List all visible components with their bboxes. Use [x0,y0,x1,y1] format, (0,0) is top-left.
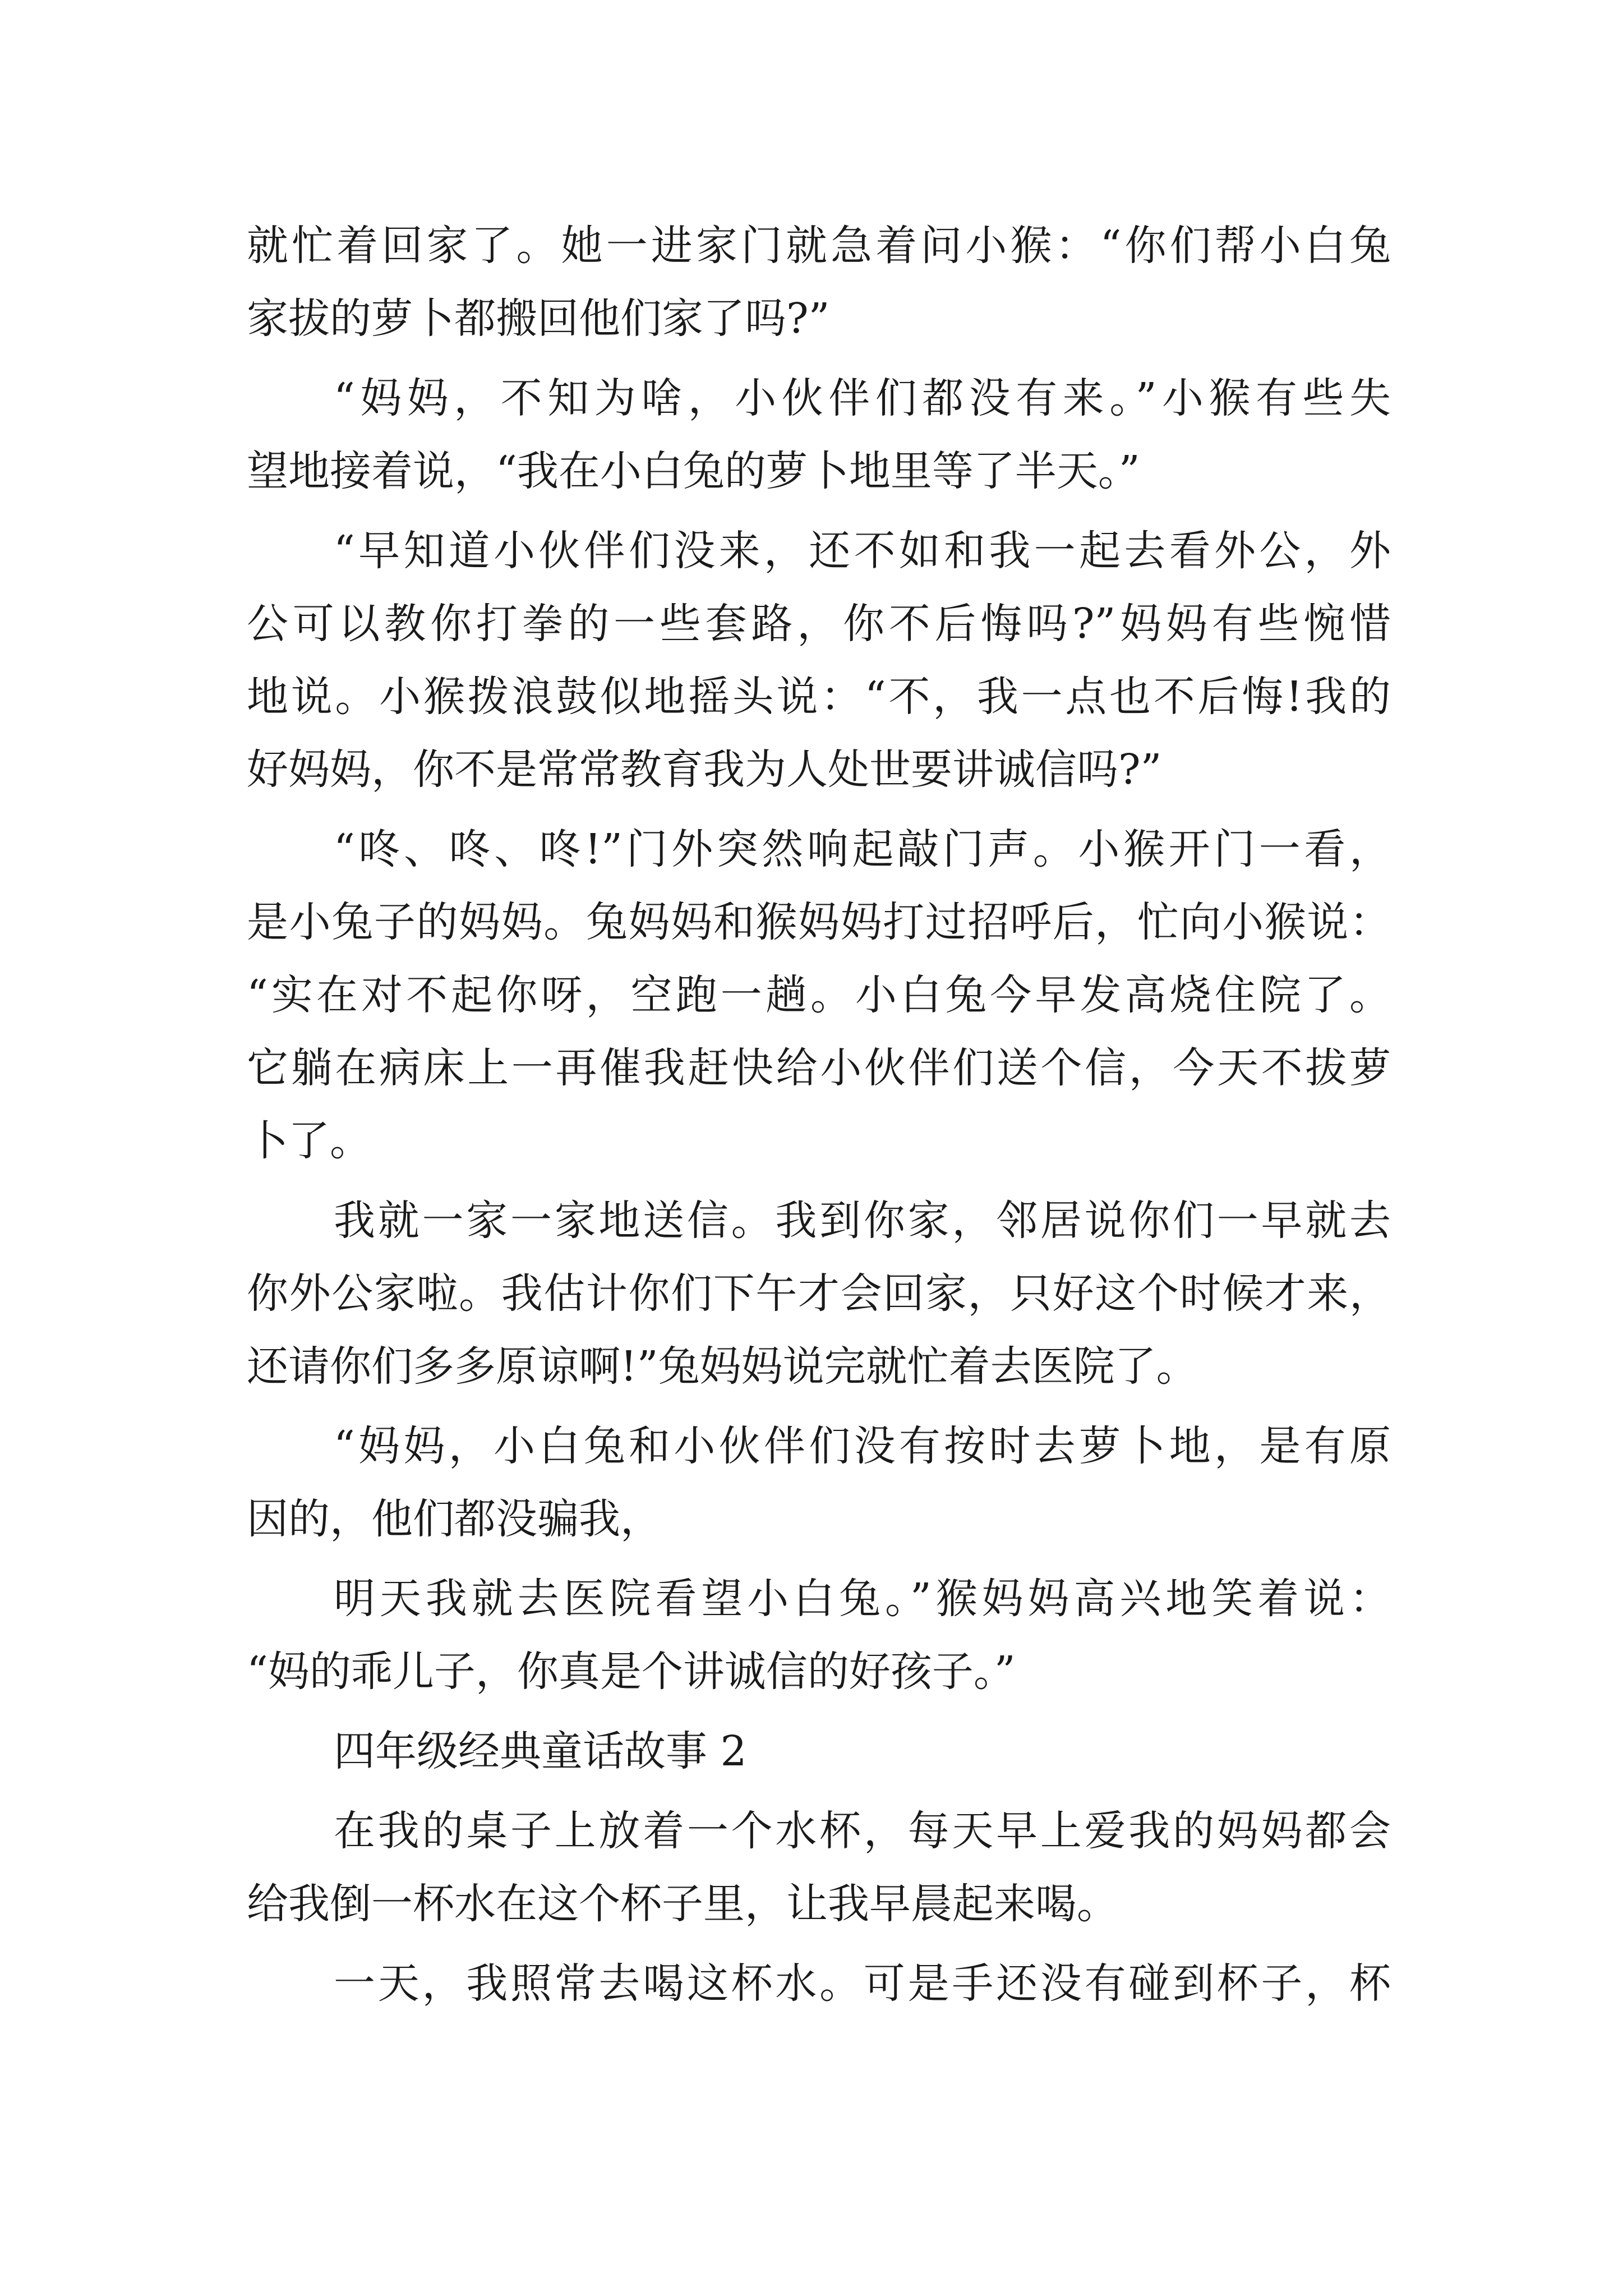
text-line: 你外公家啦。我估计你们下午才会回家，只好这个时候才来， [247,1269,1391,1318]
text-line: 因的，他们都没骗我， [247,1495,662,1543]
text-line: 它躺在病床上一再催我赶快给小伙伴们送个信，今天不拔萝 [247,1044,1391,1092]
text-line: “妈的乖儿子，你真是个讲诚信的好孩子。” [247,1648,1016,1696]
text-line: 明天我就去医院看望小白兔。”猴妈妈高兴地笑着说： [334,1575,1391,1623]
text-line: 地说。小猴拨浪鼓似地摇头说：“不，我一点也不后悔!我的 [247,673,1391,721]
text-line: 家拔的萝卜都搬回他们家了吗?” [247,295,830,343]
text-line: 还请你们多多原谅啊!”兔妈妈说完就忙着去医院了。 [247,1342,1198,1391]
text-line: “妈妈，不知为啥，小伙伴们都没有来。”小猴有些失 [334,374,1391,422]
text-line: “咚、咚、咚!”门外突然响起敲门声。小猴开门一看， [334,825,1391,873]
text-line: 卜了。 [247,1117,371,1165]
text-line: 在我的桌子上放着一个水杯，每天早上爱我的妈妈都会 [334,1807,1391,1855]
text-line: 公可以教你打拳的一些套路，你不后悔吗?”妈妈有些惋惜 [247,600,1391,648]
text-line: 是小兔子的妈妈。兔妈妈和猴妈妈打过招呼后，忙向小猴说： [247,898,1391,946]
text-line: 望地接着说，“我在小白兔的萝卜地里等了半天。” [247,447,1140,495]
text-line: 就忙着回家了。她一进家门就急着问小猴：“你们帮小白兔 [247,222,1391,270]
text-line: 给我倒一杯水在这个杯子里，让我早晨起来喝。 [247,1880,1118,1928]
text-line: “实在对不起你呀，空跑一趟。小白兔今早发高烧住院了。 [247,971,1391,1019]
text-line: “妈妈，小白兔和小伙伴们没有按时去萝卜地，是有原 [334,1422,1391,1470]
text-line: “早知道小伙伴们没来，还不如和我一起去看外公，外 [334,527,1391,575]
section-heading: 四年级经典童话故事 2 [334,1727,747,1775]
text-line: 好妈妈，你不是常常教育我为人处世要讲诚信吗?” [247,746,1162,794]
text-line: 一天，我照常去喝这杯水。可是手还没有碰到杯子，杯 [334,1959,1391,2008]
text-line: 我就一家一家地送信。我到你家，邻居说你们一早就去 [334,1197,1391,1245]
